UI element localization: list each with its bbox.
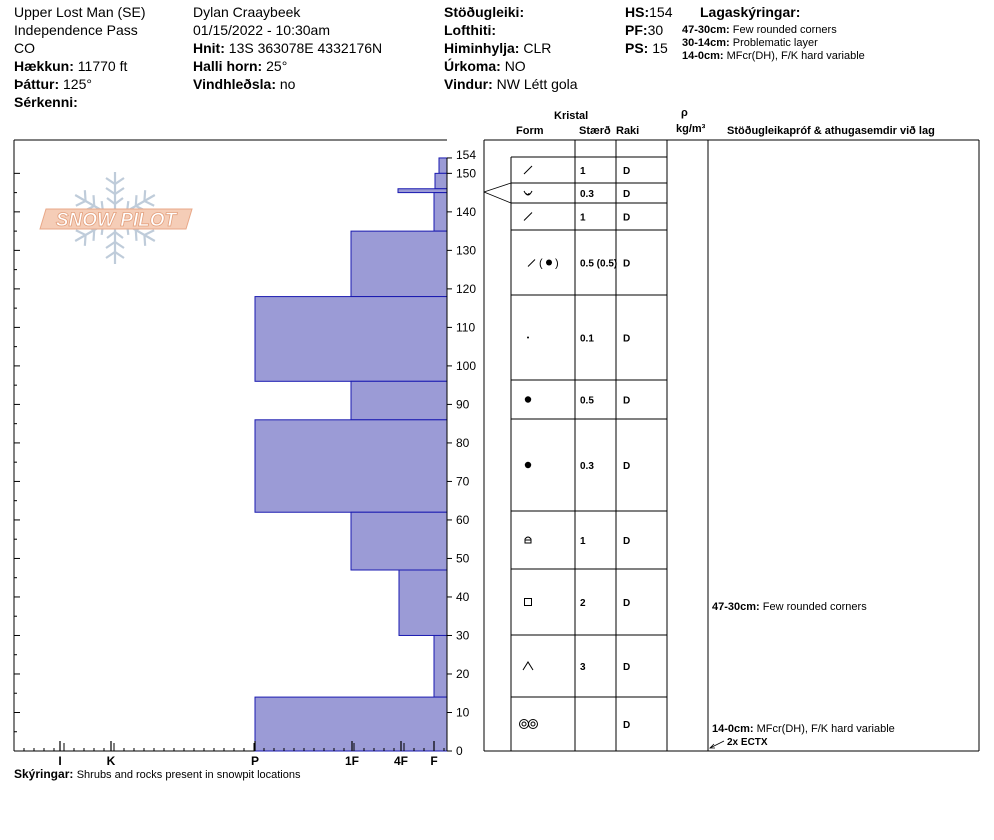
hardness-tick-label: P <box>250 754 260 768</box>
layer-notes-title: Lagaskýringar: <box>700 4 801 20</box>
footer-text: Shrubs and rocks present in snowpit locations <box>76 769 301 781</box>
wind-label: Vindur: <box>444 76 493 92</box>
fc-icon <box>525 599 532 606</box>
fcxr-icon <box>525 537 531 543</box>
layer-note-range: 14-0cm: <box>682 50 724 62</box>
state: CO <box>14 40 35 56</box>
hardness-bar <box>351 381 447 420</box>
size-cell: 2 <box>580 598 586 609</box>
coords-label: Hnit: <box>193 40 225 56</box>
air-temp-label: Lofthiti: <box>444 22 497 38</box>
layer-note-text: Problematic layer <box>732 37 818 49</box>
depth-tick-label: 140 <box>456 204 477 219</box>
rg-icon <box>525 396 531 402</box>
depth-tick-label: 50 <box>456 551 470 566</box>
crystal-form-icon <box>525 599 532 606</box>
df-icon <box>524 166 532 174</box>
size-cell: 0.3 <box>580 189 594 200</box>
rg-paren-icon: ( <box>539 257 543 270</box>
crystal-form-icon <box>528 258 559 270</box>
layer-note-range: 47-30cm: <box>682 24 730 36</box>
crystal-form-icon <box>524 166 532 174</box>
moisture-cell: D <box>623 720 631 731</box>
rg-small-icon <box>527 337 529 339</box>
hardness-bar <box>398 189 447 193</box>
size-cell: 1 <box>580 212 586 224</box>
size-cell: 0.3 <box>580 461 594 472</box>
hardness-bar <box>399 570 447 635</box>
size-cell: 1 <box>580 166 586 177</box>
moisture-cell: D <box>623 166 631 177</box>
footer-label: Skýringar: <box>14 767 74 781</box>
size-cell: 1 <box>580 536 586 547</box>
depth-tick-label: 0 <box>456 744 463 758</box>
moisture-header: Raki <box>616 125 640 137</box>
rg-icon <box>525 462 531 468</box>
pf-value: 30 <box>647 22 664 38</box>
crystal-form-icon <box>525 396 531 402</box>
crystal-header: Kristal <box>554 110 589 122</box>
coords-value: 13S 363078E 4332176N <box>228 40 383 56</box>
pf-label: PF: <box>625 22 648 38</box>
layer-note-text: MFcr(DH), F/K hard variable <box>726 50 865 62</box>
elevation-value: 11770 ft <box>77 58 128 74</box>
layer-connector <box>484 183 511 203</box>
aspect-value: 125° <box>63 76 92 92</box>
slope-value: 25° <box>266 58 288 74</box>
moisture-cell: D <box>623 598 631 609</box>
hardness-tick-label: I <box>58 754 62 768</box>
ps-label: PS: <box>625 40 649 56</box>
test-result: 2x ECTX <box>727 737 768 748</box>
depth-tick-label: 110 <box>456 320 476 335</box>
df-icon <box>524 213 532 221</box>
crystal-form-icon <box>520 720 538 729</box>
hs-label: HS: <box>625 4 650 20</box>
tests-header: Stöðugleikapróf & athugasemdir við lag <box>727 125 935 137</box>
depth-tick-label: 90 <box>456 397 470 412</box>
hardness-bar <box>255 297 447 382</box>
sky-value: CLR <box>523 40 552 56</box>
moisture-cell: D <box>623 333 631 345</box>
size-cell: 0.1 <box>580 333 594 345</box>
layer-note-text: Few rounded corners <box>732 24 837 36</box>
size-cell: 0.5 (0.5) <box>580 258 618 270</box>
hardness-bar <box>351 512 447 570</box>
observer: Dylan Craaybeek <box>193 4 301 20</box>
hs-value: 154 <box>649 4 673 20</box>
size-cell: 3 <box>580 662 586 673</box>
comment-text: Few rounded corners <box>762 601 867 613</box>
size-header: Stærð <box>579 125 611 137</box>
comment-range: 47-30cm: <box>712 601 760 613</box>
hardness-tick-label: 1F <box>344 754 360 768</box>
moisture-cell: D <box>623 258 631 270</box>
moisture-cell: D <box>623 212 631 224</box>
density-unit-header: kg/m³ <box>676 123 706 135</box>
rho-header: ρ <box>681 107 688 119</box>
hardness-bar <box>255 697 447 751</box>
logo-text: SNOW PILOT <box>55 210 177 231</box>
crystal-form-icon <box>523 662 533 670</box>
precip-value: NO <box>504 58 526 74</box>
layer-note-range: 30-14cm: <box>682 37 730 49</box>
snowpilot-logo <box>40 209 192 231</box>
ps-value: 15 <box>652 40 668 56</box>
elevation-label: Hækkun: <box>14 58 74 74</box>
hardness-bar <box>435 173 447 188</box>
stability-label: Stöðugleiki: <box>444 4 525 20</box>
moisture-cell: D <box>623 536 631 547</box>
crystal-form-icon <box>524 191 532 195</box>
depth-tick-label: 20 <box>456 666 470 681</box>
crystal-form-icon <box>524 213 532 221</box>
aspect-label: Þáttur: <box>14 76 60 92</box>
sh-icon <box>524 191 532 195</box>
hardness-bar <box>351 231 447 296</box>
crystal-form-icon <box>527 337 529 339</box>
hardness-bar <box>434 635 447 697</box>
dh-icon <box>523 662 533 670</box>
mf-icon <box>520 720 529 729</box>
datetime: 01/15/2022 - 10:30am <box>193 22 330 38</box>
moisture-cell: D <box>623 662 631 673</box>
rg-paren-icon: ) <box>555 257 559 270</box>
precip-label: Úrkoma: <box>444 58 501 74</box>
depth-tick-label: 130 <box>456 243 477 258</box>
hardness-bar <box>439 158 447 173</box>
form-header: Form <box>516 125 544 137</box>
depth-tick-label: 10 <box>456 705 470 720</box>
wind-loading-label: Vindhleðsla: <box>193 76 276 92</box>
depth-tick-label: 100 <box>456 358 477 373</box>
mf-icon <box>522 722 526 726</box>
comment-text: MFcr(DH), F/K hard variable <box>756 723 895 735</box>
moisture-cell: D <box>623 395 631 407</box>
moisture-cell: D <box>623 189 631 200</box>
moisture-cell: D <box>623 461 631 472</box>
mf-icon <box>531 722 535 726</box>
hardness-tick-label: K <box>106 754 116 768</box>
crystal-form-icon <box>525 462 531 468</box>
depth-tick-label: 120 <box>456 281 477 296</box>
crystal-form-icon <box>525 537 531 543</box>
depth-tick-label: 154 <box>456 147 477 162</box>
depth-tick-label: 80 <box>456 435 470 450</box>
location: Upper Lost Man (SE) <box>14 4 146 20</box>
size-cell: 0.5 <box>580 395 594 407</box>
layer-table <box>484 140 979 751</box>
depth-tick-label: 30 <box>456 628 470 643</box>
test-arrow-icon <box>710 741 724 748</box>
features-label: Sérkenni: <box>14 94 78 110</box>
df-icon <box>528 260 535 267</box>
wind-value: NW Létt gola <box>496 76 578 92</box>
comment-range: 14-0cm: <box>712 723 754 735</box>
footer <box>14 767 301 781</box>
slope-label: Halli horn: <box>193 58 263 74</box>
depth-tick-label: 40 <box>456 589 470 604</box>
comment <box>712 723 895 735</box>
depth-tick-label: 70 <box>456 474 470 489</box>
area: Independence Pass <box>14 22 138 38</box>
wind-loading-value: no <box>279 76 296 92</box>
hardness-bar <box>255 420 447 512</box>
depth-tick-label: 150 <box>456 166 477 181</box>
sky-label: Himinhylja: <box>444 40 520 56</box>
hardness-tick-label: F <box>430 754 438 768</box>
hardness-bar <box>434 193 447 232</box>
depth-tick-label: 60 <box>456 512 470 527</box>
rg-icon <box>546 260 552 266</box>
hardness-tick-label: 4F <box>393 754 409 768</box>
mf-icon <box>529 720 538 729</box>
comment <box>712 601 867 613</box>
